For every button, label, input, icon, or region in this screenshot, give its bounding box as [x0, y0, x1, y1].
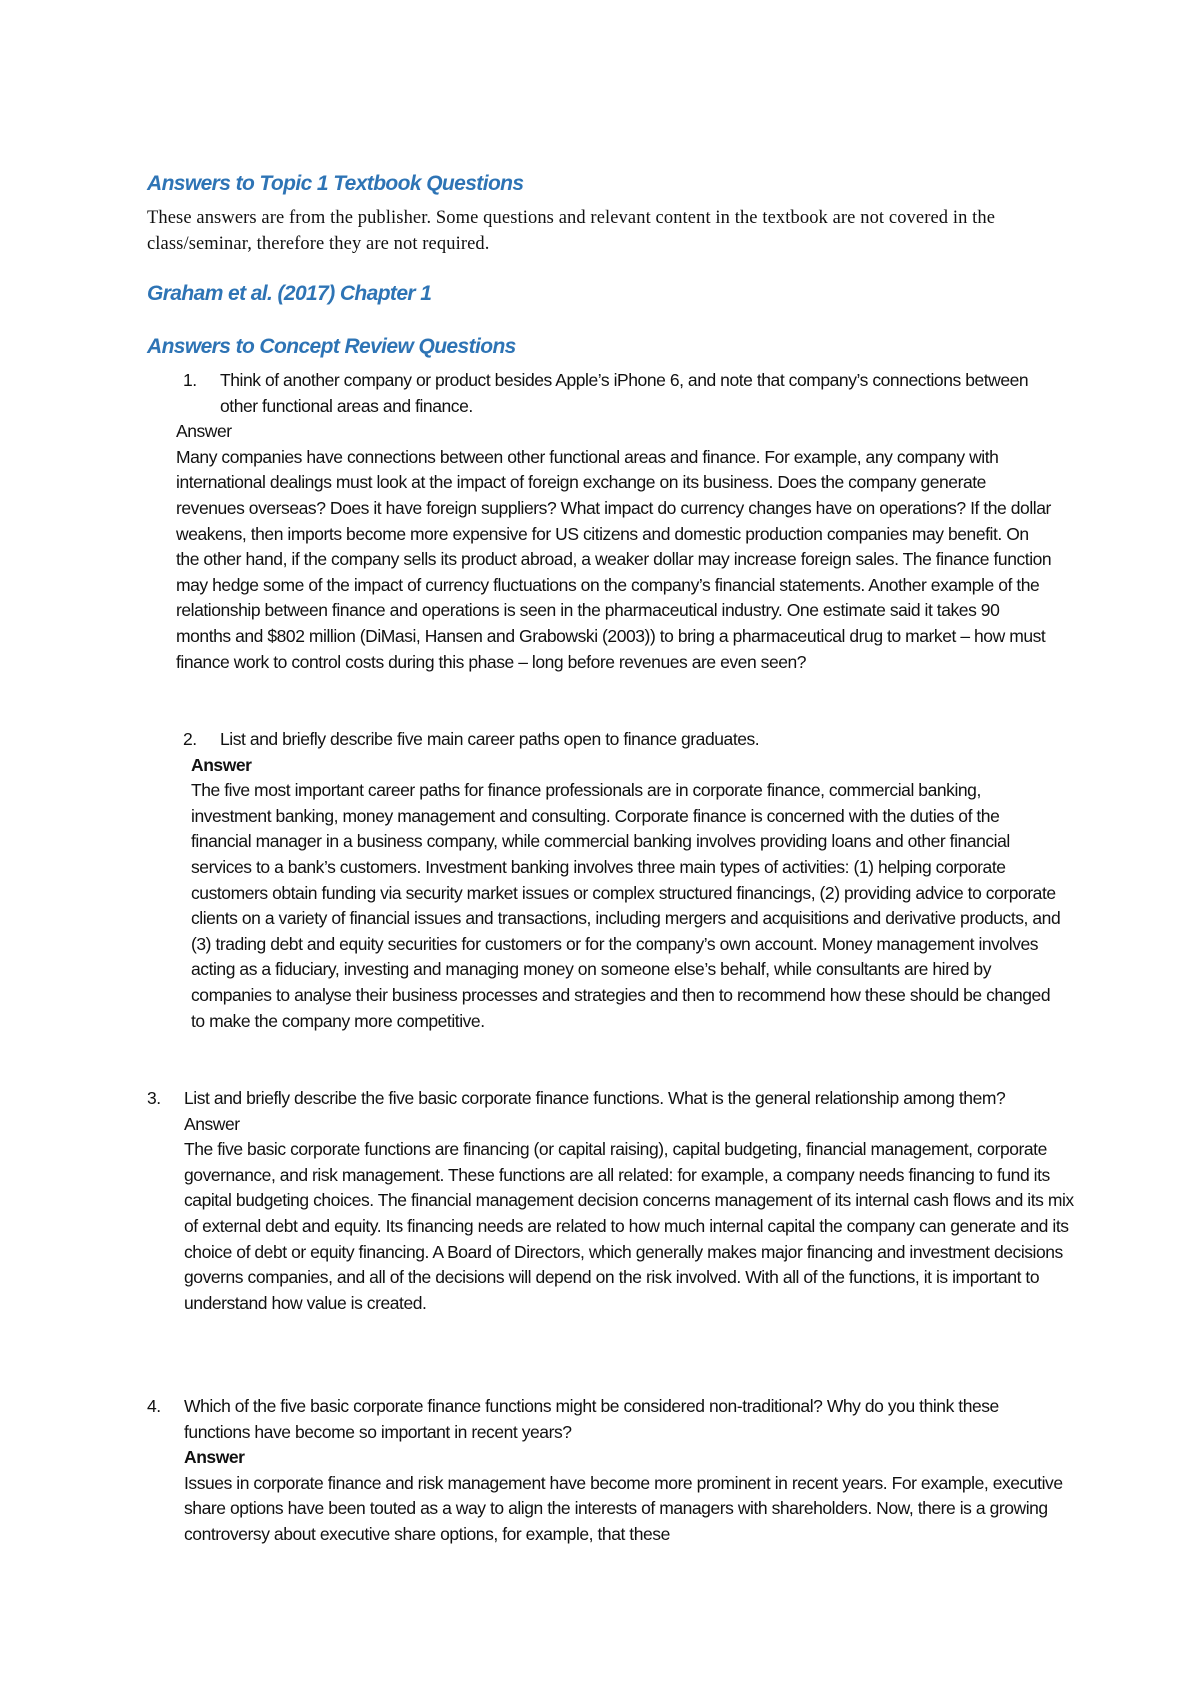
- question-number: 2.: [183, 729, 197, 749]
- question-item: [147, 1394, 1077, 1548]
- answer-label: Answer: [191, 754, 252, 775]
- answer-label: Answer: [184, 1447, 245, 1468]
- answer-text: Many companies have connections between other functional areas and finance. For example, any company with international dealings must look at the impact of foreign exchange on its business. Does the company generate revenues overseas? Does it have foreign suppliers? What impact do currency changes have on operations? If the dollar weakens, then imports become more expensive for US citizens and domestic production companies may benefit. On the other hand, if the company sells its product abroad, a weaker dollar may increase foreign sales. The finance function may hedge some of the impact of currency fluctuations on the company’s financial statements. Another example of the relationship between finance and operations is seen in the pharmaceutical industry. One estimate said it takes 90 months and $802 million (DiMasi, Hansen and Grabowski (2003)) to bring a pharmaceutical drug to market – how must finance work to control costs during this phase – long before revenues are even seen?: [176, 446, 1052, 672]
- answer-text: The five basic corporate functions are financing (or capital raising), capital budgeting, financial management, corporate governance, and risk management. These functions are all related: for example, a company needs financing to fund its capital budgeting choices. The financial management decision concerns management of its internal cash flows and its mix of external debt and equity. Its financing needs are related to how much internal capital the company can generate and its choice of debt or equity financing. A Board of Directors, which generally makes major financing and investment decisions governs companies, and all of the decisions will depend on the risk involved. With all of the functions, it is important to understand how value is created.: [184, 1139, 1074, 1313]
- answer-text: The five most important career paths for finance professionals are in corporate finance, commercial banking, investment banking, money management and consulting. Corporate finance is concerned with the duties of the financial manager in a business company, while commercial banking involves providing loans and other financial services to a bank’s customers. Investment banking involves three main types of activities: (1) helping corporate customers obtain funding via security market issues or complex structured financings, (2) providing advice to corporate clients on a variety of financial issues and transactions, including mergers and acquisitions and derivative products, and (3) trading debt and equity securities for customers or for the company’s own account. Money management involves acting as a fiduciary, investing and managing money on someone else’s behalf, while consultants are hired by companies to analyse their business processes and strategies and then to recommend how these should be changed to make the company more competitive.: [191, 780, 1061, 1031]
- section-heading: Answers to Concept Review Questions: [147, 335, 516, 358]
- answer-block: [191, 753, 1061, 1035]
- intro-paragraph: These answers are from the publisher. Some questions and relevant content in the textbook are not covered in the class/seminar, therefore they are not required.: [147, 208, 996, 254]
- question-text: List and briefly describe the five basic corporate finance functions. What is the general relationship among them?: [184, 1088, 1006, 1108]
- question-item: [183, 727, 1063, 1034]
- question-number: 1.: [183, 370, 197, 390]
- question-text: List and briefly describe five main career paths open to finance graduates.: [220, 729, 760, 749]
- question-item: [176, 368, 1063, 675]
- question-text: Which of the five basic corporate finance functions might be considered non-traditional? Why do you think these functions have become so important in recent years?: [184, 1396, 999, 1442]
- answer-label: Answer: [184, 1113, 240, 1134]
- document-title: Answers to Topic 1 Textbook Questions: [147, 172, 524, 195]
- answer-block: [184, 1445, 1064, 1547]
- answer-block: [184, 1112, 1074, 1317]
- question-number: 4.: [147, 1396, 161, 1416]
- question-number: 3.: [147, 1088, 161, 1108]
- answer-block: [176, 419, 1056, 675]
- answer-text: Issues in corporate finance and risk management have become more prominent in recent years. For example, executive share options have been touted as a way to align the interests of managers with shareholders. Now, there is a growing controversy about executive share options, for example, that these: [184, 1472, 1063, 1544]
- answer-label: Answer: [176, 421, 232, 442]
- chapter-heading: Graham et al. (2017) Chapter 1: [147, 282, 432, 305]
- question-text: Think of another company or product besides Apple’s iPhone 6, and note that company’s connections between other functional areas and finance.: [220, 370, 1029, 416]
- question-item: [147, 1086, 1077, 1316]
